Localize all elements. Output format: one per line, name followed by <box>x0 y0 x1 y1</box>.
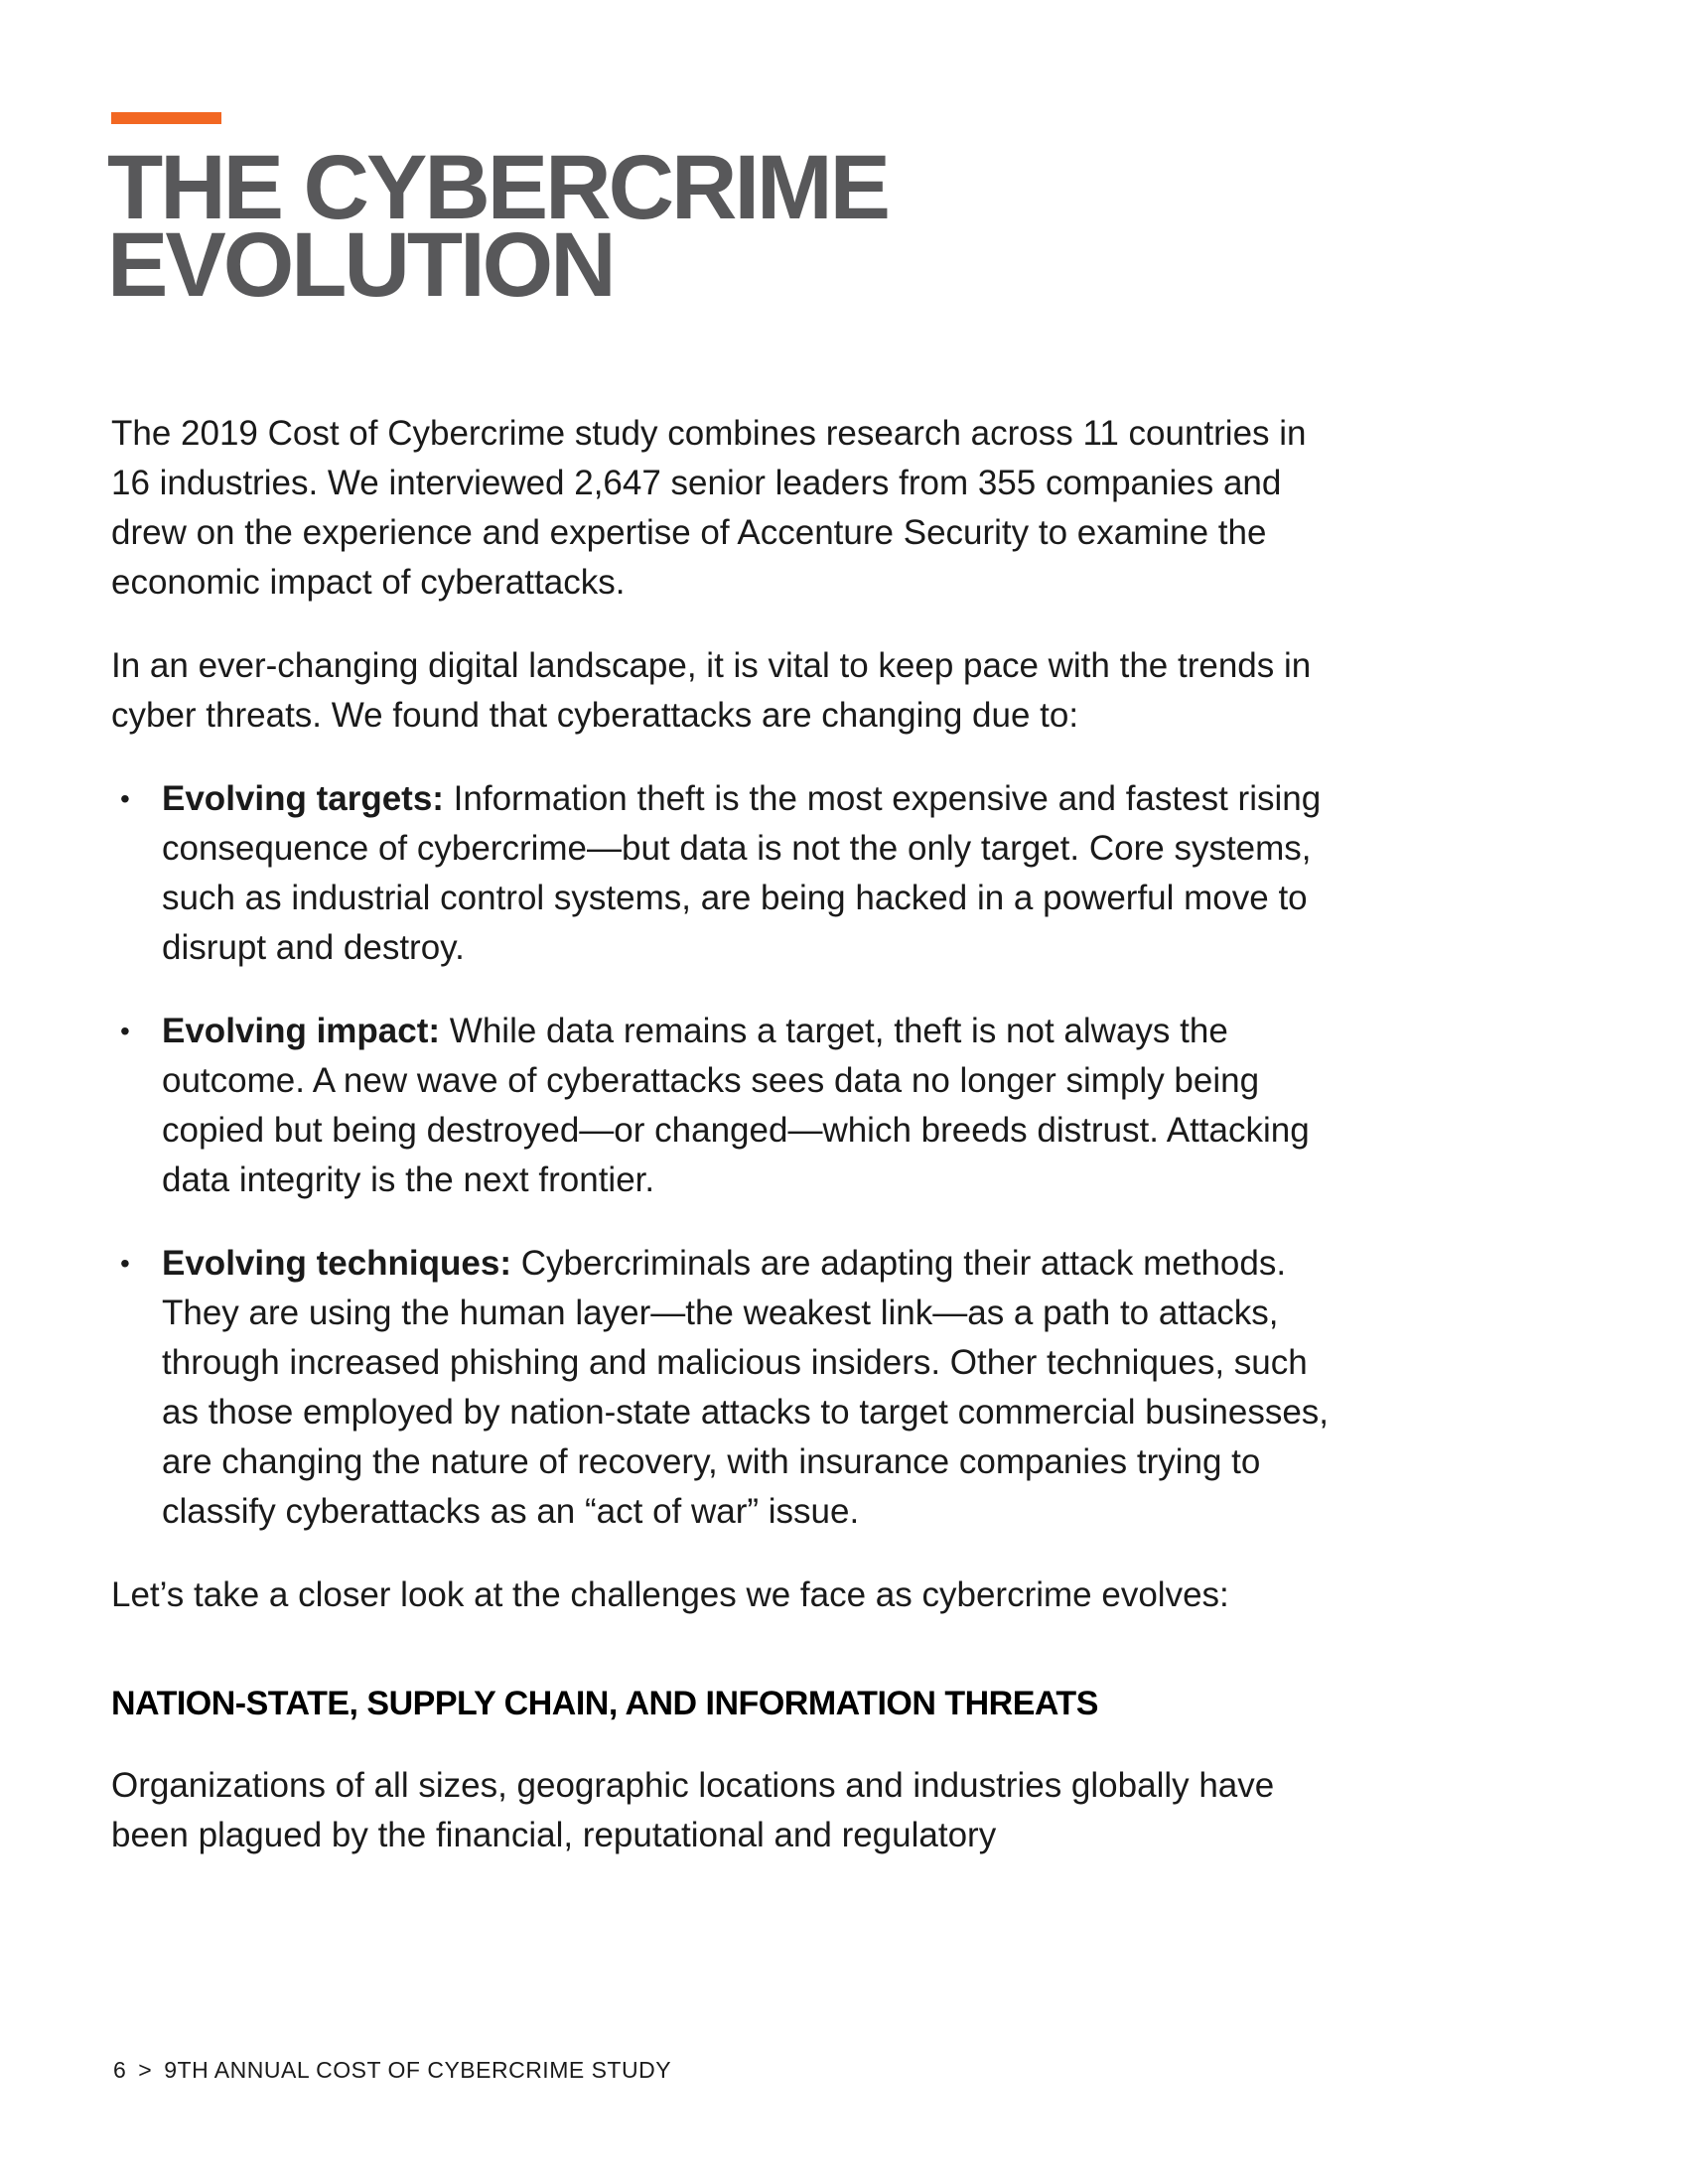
title-line-1: THE CYBERCRIME <box>107 137 889 238</box>
chevron-right-icon: > <box>138 2057 153 2083</box>
bullet-item-targets <box>111 774 1342 973</box>
bullet-term: Evolving impact: <box>162 1012 441 1050</box>
bullet-item-impact <box>111 1007 1342 1205</box>
bullet-text: While data remains a target, theft is not always the outcome. A new wave of cyberattacks sees data no longer simply being copied but being destroyed—or changed—which breeds distrust. Attacking data integrity is the next frontier. <box>162 1012 1310 1199</box>
page-title <box>107 137 889 316</box>
intro-paragraph: The 2019 Cost of Cybercrime study combines research across 11 countries in 16 industries. We interviewed 2,647 senior leaders from 355 companies and drew on the experience and expertise of Accenture Security to examine the economic impact of cyberattacks. <box>111 414 1307 602</box>
bullet-text: Information theft is the most expensive and fastest rising consequence of cybercrime—but data is not the only target. Core systems, such as industrial control systems, are being hacked in a powerful move to disrupt and destroy. <box>162 779 1322 967</box>
page-footer <box>113 2057 671 2084</box>
trends-paragraph: In an ever-changing digital landscape, it is vital to keep pace with the trends in cyber threats. We found that cyberattacks are changing due to: <box>111 646 1312 735</box>
closer-look-paragraph: Let’s take a closer look at the challenges we face as cybercrime evolves: <box>111 1575 1229 1614</box>
bullet-term: Evolving techniques: <box>162 1244 511 1283</box>
section-heading: NATION-STATE, SUPPLY CHAIN, AND INFORMATION THREATS <box>111 1685 1098 1722</box>
bullet-term: Evolving targets: <box>162 779 444 818</box>
main-content <box>111 409 1342 1894</box>
bullet-item-techniques <box>111 1239 1342 1537</box>
bullet-icon: • <box>120 1248 130 1279</box>
bullet-list <box>111 774 1342 1537</box>
publication-title: 9TH ANNUAL COST OF CYBERCRIME STUDY <box>164 2057 672 2083</box>
bullet-text: Cybercriminals are adapting their attack methods. They are using the human layer—the weakest link—as a path to attacks, through increased phishing and malicious insiders. Other techniques, such as those employed by nation-state attacks to target commercial businesses, are changing the nature of recovery, with insurance companies trying to classify cyberattacks as an “act of war” issue. <box>162 1244 1330 1531</box>
bullet-icon: • <box>120 1016 130 1046</box>
bullet-icon: • <box>120 783 130 814</box>
organizations-paragraph: Organizations of all sizes, geographic locations and industries globally have been plagued by the financial, reputational and regulatory <box>111 1766 1275 1854</box>
accent-bar <box>111 112 221 124</box>
title-line-2: EVOLUTION <box>107 214 614 316</box>
page-number: 6 <box>113 2057 127 2083</box>
